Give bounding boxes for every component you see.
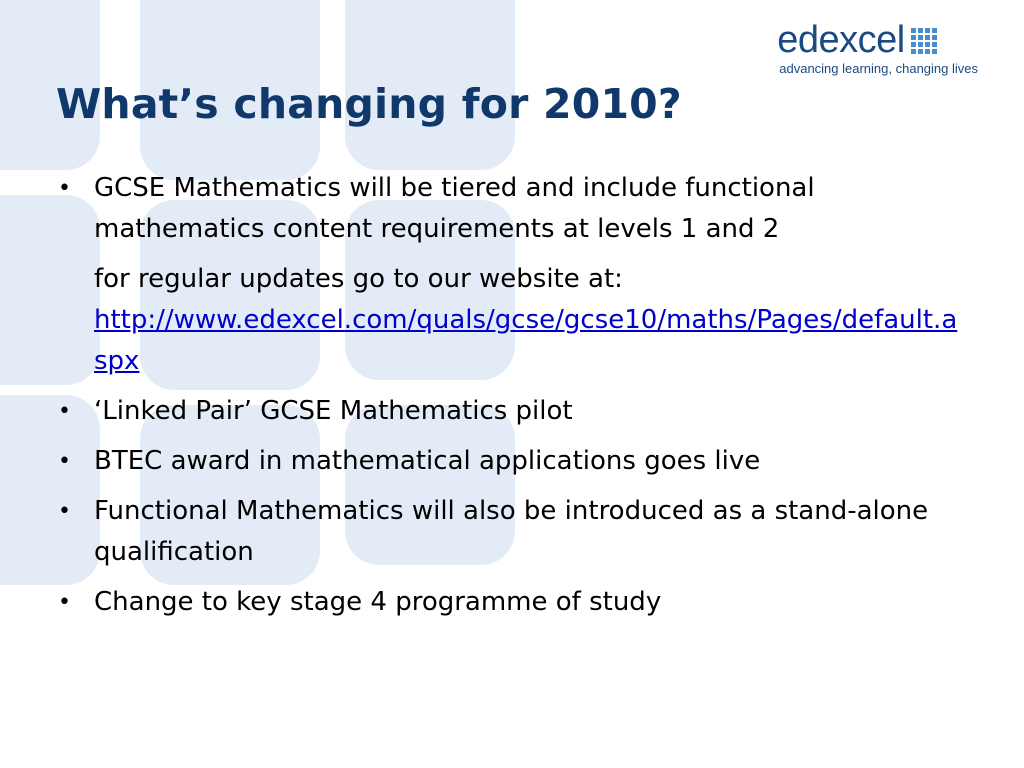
logo-grid-icon [911, 28, 937, 54]
update-note-text: for regular updates go to our website at: [94, 264, 623, 294]
website-link[interactable]: http://www.edexcel.com/quals/gcse/gcse10/maths/Pages/default.aspx [94, 305, 958, 376]
bullet-icon: • [58, 399, 71, 424]
list-item [56, 491, 966, 573]
bullet-icon: • [58, 176, 71, 201]
edexcel-logo [777, 20, 978, 76]
bullet-text: Functional Mathematics will also be introduced as a stand-alone qualification [94, 496, 929, 567]
bullet-text: Change to key stage 4 programme of study [94, 587, 662, 617]
slide-title: What’s changing for 2010? [56, 80, 682, 128]
bullet-text: ‘Linked Pair’ GCSE Mathematics pilot [94, 396, 573, 426]
bullet-icon: • [58, 499, 71, 524]
bullet-icon: • [58, 449, 71, 474]
logo-wordmark: edexcel [777, 19, 905, 61]
update-note [56, 259, 966, 382]
list-item [56, 168, 966, 250]
bullet-text: BTEC award in mathematical applications goes live [94, 446, 761, 476]
bullet-text: GCSE Mathematics will be tiered and include functional mathematics content requirements at levels 1 and 2 [94, 173, 815, 244]
logo-tagline: advancing learning, changing lives [779, 61, 978, 76]
bullet-list [56, 168, 966, 632]
bullet-icon: • [58, 590, 71, 615]
list-item [56, 391, 966, 432]
list-item [56, 441, 966, 482]
list-item [56, 582, 966, 623]
